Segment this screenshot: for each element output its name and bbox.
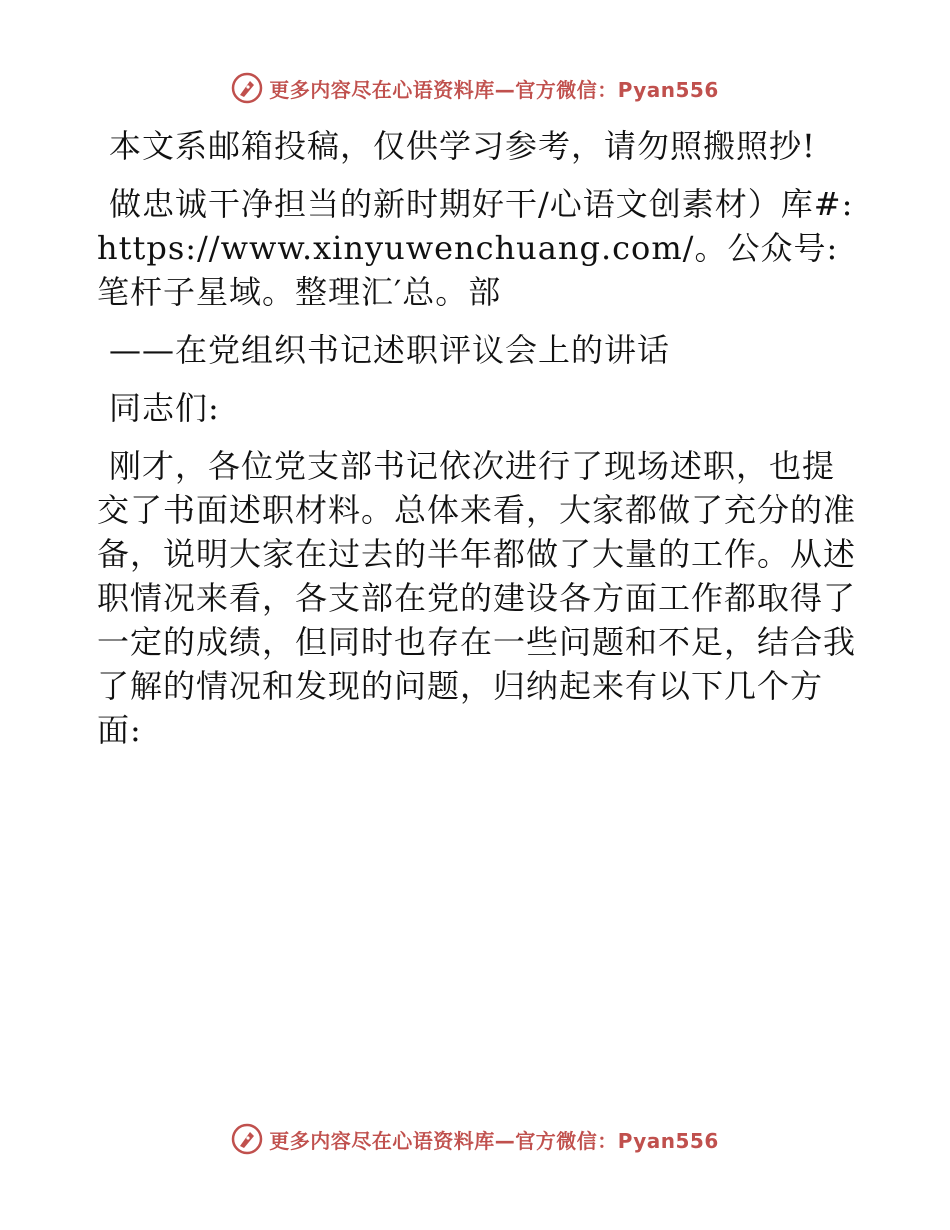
header-watermark — [0, 72, 950, 104]
salutation-paragraph: 同志们: — [109, 389, 220, 427]
pen-nib-logo-icon — [231, 1123, 263, 1155]
watermark-text: 更多内容尽在心语资料库—官方微信：Pyan556 — [269, 77, 719, 102]
watermark-text: 更多内容尽在心语资料库—官方微信：Pyan556 — [269, 1128, 719, 1153]
subtitle-paragraph: ——在党组织书记述职评议会上的讲话 — [109, 331, 671, 369]
body-paragraph: 刚才，各位党支部书记依次进行了现场述职，也提交了书面述职材料。总体来看，大家都做了充分的准备，说明大家在过去的半年都做了大量的工作。从述职情况来看，各支部在党的建设各方面工作都取得了一定的成绩，但同时也存在一些问题和不足，结合我了解的情况和发现的问题，归纳起来有以下几个方面: — [97, 447, 857, 749]
disclaimer-paragraph: 本文系邮箱投稿，仅供学习参考，请勿照搬照抄! — [109, 127, 816, 165]
pen-nib-logo-icon — [231, 72, 263, 104]
document-body — [97, 124, 857, 766]
footer-watermark — [0, 1123, 950, 1155]
source-info-paragraph: 做忠诚干净担当的新时期好干/心语文创素材）库#: https://www.xinyuwenchuang.com/。公众号:笔杆子星域。整理汇′总。部 — [97, 185, 854, 311]
